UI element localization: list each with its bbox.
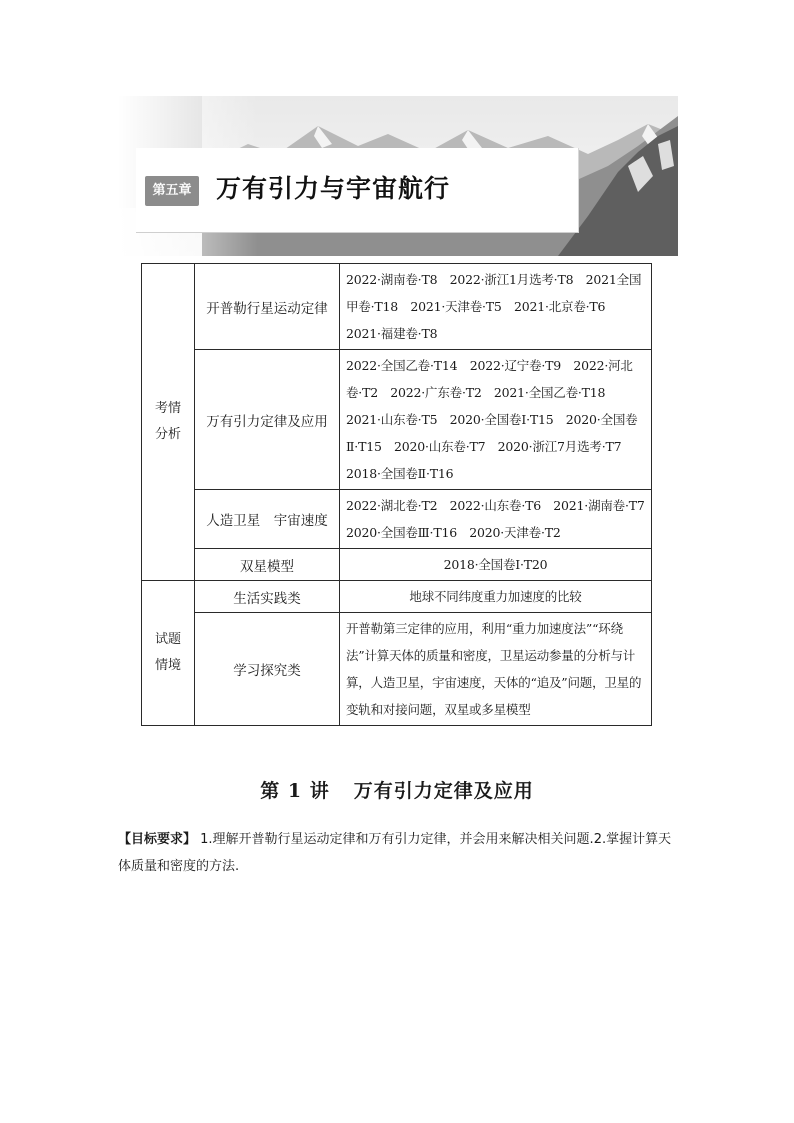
references-cell: 2022·湖南卷·T8 2022·浙江1月选考·T8 2021全国甲卷·T18 2021·天津卷·T5 2021·北京卷·T6 2021·福建卷·T8 xyxy=(340,264,652,350)
category-cell: 人造卫星 宇宙速度 xyxy=(195,490,340,549)
exam-analysis-table xyxy=(141,263,657,726)
learning-goals xyxy=(118,826,678,880)
chapter-banner xyxy=(118,96,678,256)
references-cell: 2022·湖北卷·T2 2022·山东卷·T6 2021·湖南卷·T7 2020·全国卷Ⅲ·T16 2020·天津卷·T2 xyxy=(340,490,652,549)
references-cell: 开普勒第三定律的应用，利用“重力加速度法”“环绕法”计算天体的质量和密度，卫星运动参量的分析与计算，人造卫星，宇宙速度，天体的“追及”问题，卫星的变轨和对接问题，双星或多星模型 xyxy=(340,613,652,726)
table-row xyxy=(142,350,652,490)
table-row xyxy=(142,581,652,613)
references-cell: 2022·全国乙卷·T14 2022·辽宁卷·T9 2022·河北卷·T2 2022·广东卷·T2 2021·全国乙卷·T18 2021·山东卷·T5 2020·全国卷Ⅰ·T15 2020·全国卷Ⅱ·T15 2020·山东卷·T7 2020·浙江7月选考·T7 2018·全国卷Ⅱ·T16 xyxy=(340,350,652,490)
category-cell: 生活实践类 xyxy=(195,581,340,613)
table-row xyxy=(142,549,652,581)
group-label-context: 试题 情境 xyxy=(142,581,195,726)
table-row xyxy=(142,490,652,549)
references-cell: 2018·全国卷Ⅰ·T20 xyxy=(340,549,652,581)
lecture-heading xyxy=(0,776,794,803)
chapter-title: 万有引力与宇宙航行 xyxy=(216,174,451,203)
lecture-number: 第 1 讲 xyxy=(260,780,330,802)
goals-text: 1.理解开普勒行星运动定律和万有引力定律，并会用来解决相关问题.2.掌握计算天体质量和密度的方法. xyxy=(118,832,672,874)
references-cell: 地球不同纬度重力加速度的比较 xyxy=(340,581,652,613)
group-label-analysis: 考情 分析 xyxy=(142,264,195,581)
category-cell: 万有引力定律及应用 xyxy=(195,350,340,490)
chapter-number-badge: 第五章 xyxy=(145,176,199,206)
table-row xyxy=(142,264,652,350)
goals-tag: 【目标要求】 xyxy=(118,832,197,847)
category-cell: 双星模型 xyxy=(195,549,340,581)
lecture-title: 万有引力定律及应用 xyxy=(353,780,534,802)
category-cell: 开普勒行星运动定律 xyxy=(195,264,340,350)
table-row xyxy=(142,613,652,726)
category-cell: 学习探究类 xyxy=(195,613,340,726)
